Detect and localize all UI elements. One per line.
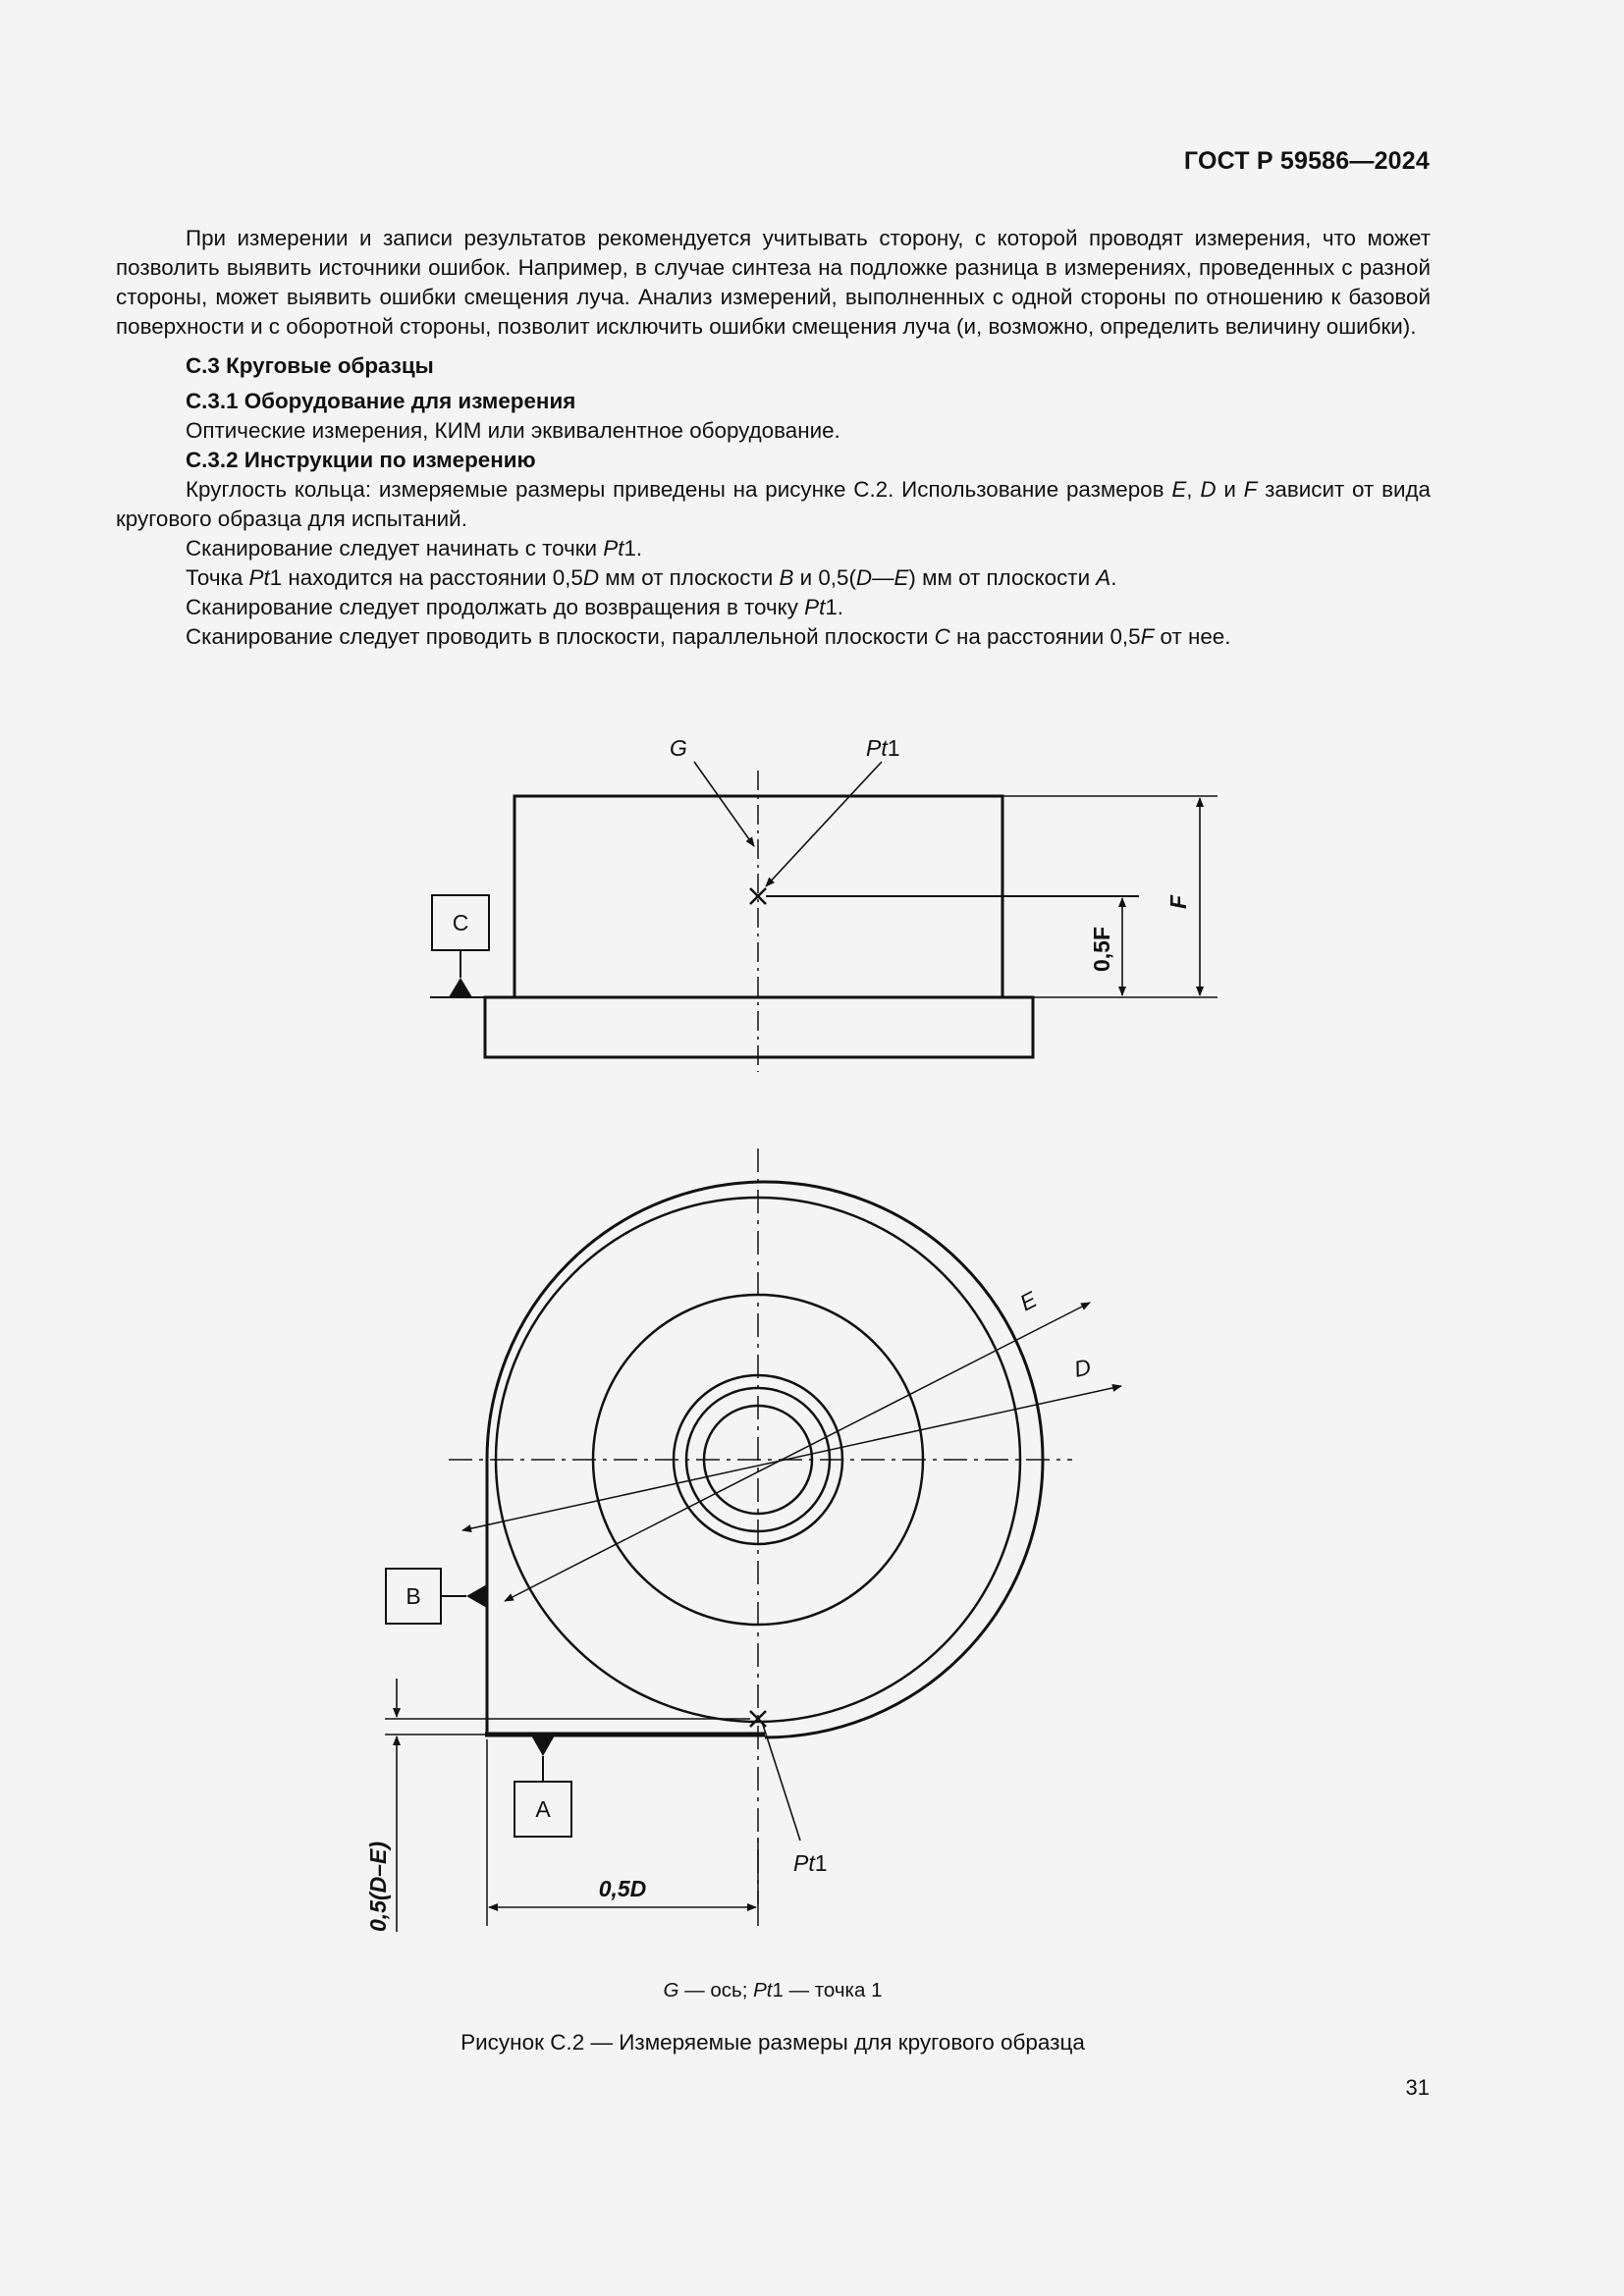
label-d: D [1071, 1354, 1094, 1382]
top-view [385, 1148, 1121, 1932]
section-c3-heading: С.3 Круговые образцы [186, 353, 434, 378]
label-b: B [406, 1583, 421, 1609]
side-view [430, 762, 1218, 1072]
label-c: C [452, 910, 469, 935]
intro-paragraph: При измерении и записи результатов рекомендуется учитывать сторону, с которой проводят измерения, что может позволить выявить источники ошибок. Например, в случае синтеза на подложке разница в измерениях, проведенных с разной стороны, может выявить ошибки смещения луча. Анализ измерений, выполненных с одной стороны по отношению к базовой поверхности и с оборотной стороны, позволит исключить ошибки смещения луча (и, возможно, определить величину ошибки). [116, 226, 1431, 339]
page-number: 31 [1405, 2075, 1430, 2100]
figure-legend: G — ось; Pt1 — точка 1 [663, 1979, 883, 2002]
label-e: E [1015, 1286, 1041, 1316]
pt1-leader-side [766, 762, 882, 886]
dimension-d-line [462, 1386, 1121, 1530]
datum-c-triangle [449, 978, 472, 997]
scan-plane-paragraph: Сканирование следует проводить в плоскости, параллельной плоскости C на расстоянии 0,5F от нее. [186, 624, 1231, 649]
datum-b-triangle [466, 1584, 487, 1608]
roundness-paragraph: Круглость кольца: измеряемые размеры приведены на рисунке С.2. Использование размеров E, D и F зависит от вида кругового образца для испытаний. [116, 477, 1431, 531]
datum-a-triangle [531, 1735, 555, 1756]
label-half-d-minus-e: 0,5(D–E) [365, 1841, 391, 1932]
section-c32-heading: С.3.2 Инструкции по измерению [186, 448, 536, 472]
g-leader-side [694, 762, 754, 846]
label-g: G [670, 735, 687, 761]
pt1-leader-top [762, 1722, 800, 1841]
section-c31-heading: С.3.1 Оборудование для измерения [186, 389, 576, 413]
base-plate [485, 997, 1033, 1057]
standard-number: ГОСТ Р 59586—2024 [1183, 147, 1430, 175]
figure-caption: Рисунок С.2 — Измеряемые размеры для кругового образца [460, 2030, 1085, 2055]
label-half-f: 0,5F [1089, 926, 1114, 972]
scan-start-paragraph: Сканирование следует начинать с точки Pt1. [186, 536, 643, 561]
label-pt1-top: Pt1 [793, 1850, 828, 1876]
label-half-d: 0,5D [598, 1876, 647, 1901]
point-location-paragraph: Точка Pt1 находится на расстоянии 0,5D мм от плоскости B и 0,5(D—E) мм от плоскости A. [186, 565, 1117, 590]
section-c31-text: Оптические измерения, КИМ или эквивалентное оборудование. [186, 418, 840, 443]
label-a: A [535, 1796, 551, 1822]
label-pt1-side: Pt1 [866, 735, 900, 761]
label-f: F [1165, 894, 1191, 909]
scan-continue-paragraph: Сканирование следует продолжать до возвращения в точку Pt1. [186, 595, 843, 619]
